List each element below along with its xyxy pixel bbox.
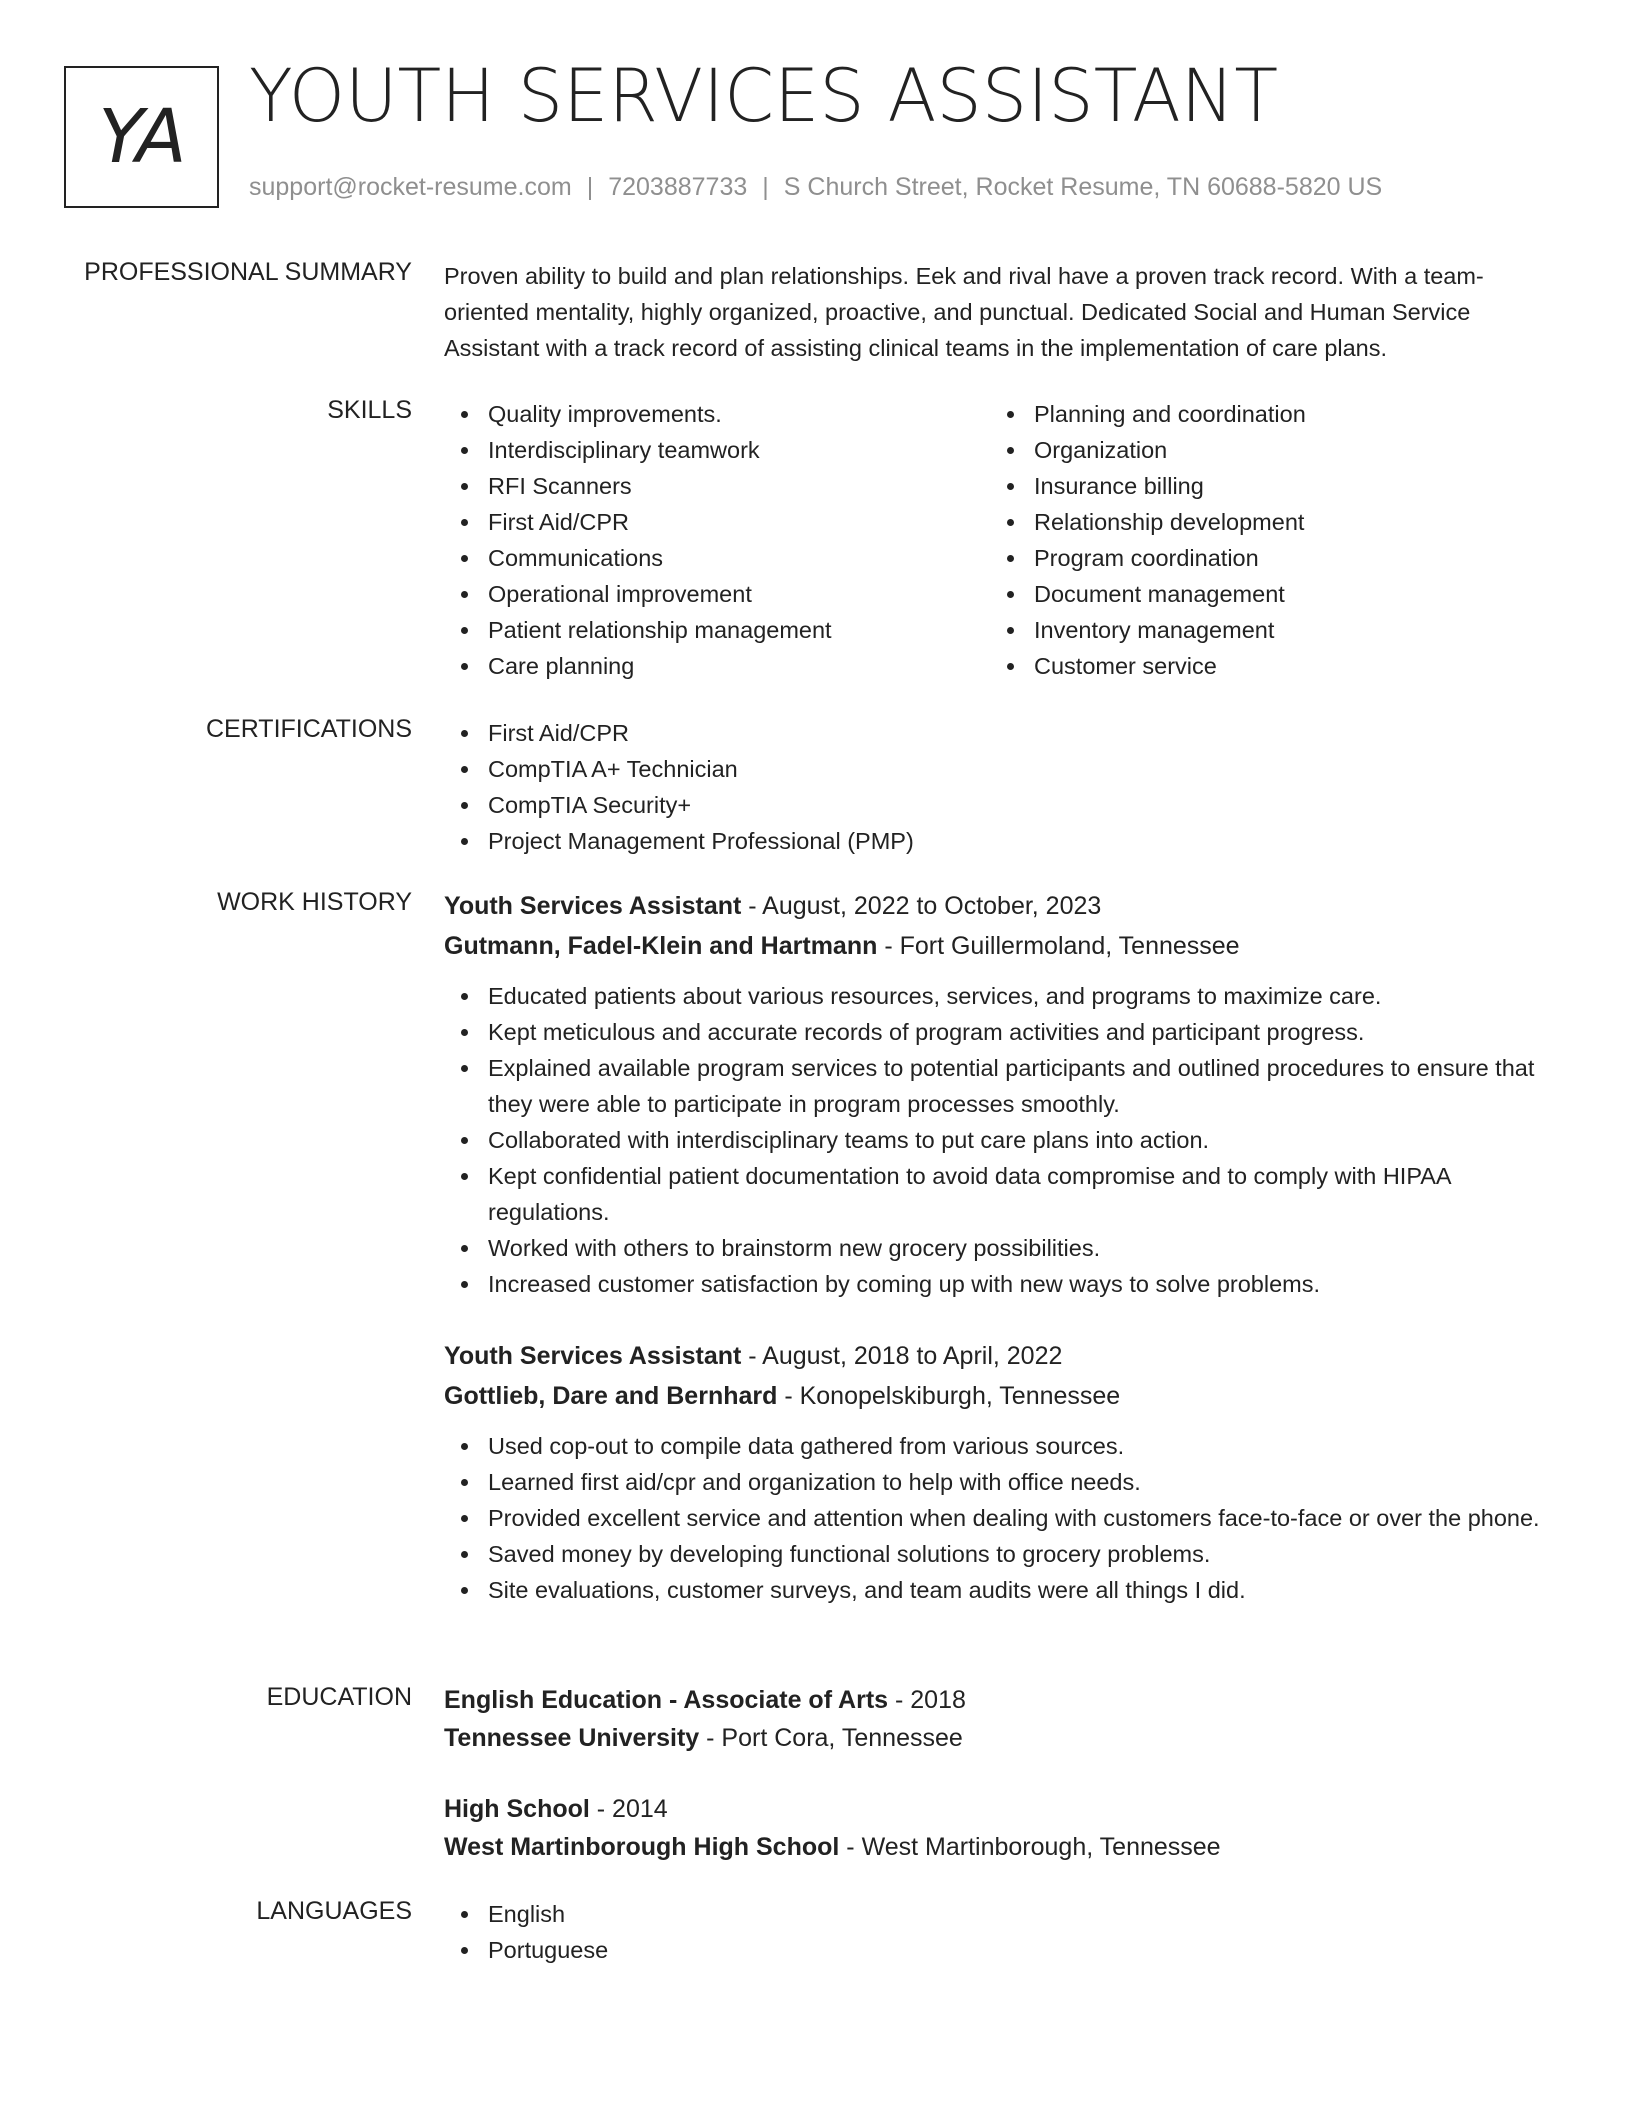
- skill-item: Document management: [990, 576, 1536, 612]
- skill-item: Customer service: [990, 648, 1536, 684]
- job-entry: [444, 886, 1554, 1302]
- education-location: - Port Cora, Tennessee: [699, 1724, 963, 1752]
- job-company-line: [444, 926, 1554, 966]
- skill-item: Quality improvements.: [444, 396, 990, 432]
- contact-line: [249, 173, 1382, 202]
- job-title: Youth Services Assistant: [444, 892, 742, 920]
- job-company-line: [444, 1376, 1554, 1416]
- section-label-education: EDUCATION: [266, 1683, 412, 1711]
- section-label-skills: SKILLS: [327, 396, 412, 424]
- skill-item: Insurance billing: [990, 468, 1536, 504]
- job-bullet: Explained available program services to potential participants and outlined procedures to ensure that they were able to participate in program processes smoothly.: [444, 1050, 1554, 1122]
- contact-separator: |: [762, 173, 769, 201]
- certification-item: Project Management Professional (PMP): [444, 823, 1554, 859]
- languages-list: [444, 1896, 1554, 1968]
- language-item: English: [444, 1896, 1554, 1932]
- education-school-line: [444, 1828, 1554, 1866]
- education-degree-line: [444, 1681, 1554, 1719]
- job-title: Youth Services Assistant: [444, 1342, 742, 1370]
- certifications-list: [444, 715, 1554, 859]
- certification-item: First Aid/CPR: [444, 715, 1554, 751]
- skills-list-left: [444, 396, 990, 684]
- job-location: - Fort Guillermoland, Tennessee: [877, 932, 1240, 960]
- job-dates: - August, 2022 to October, 2023: [741, 892, 1102, 920]
- contact-email: support@rocket-resume.com: [249, 173, 572, 201]
- certifications-content: [444, 715, 1554, 859]
- skill-item: Care planning: [444, 648, 990, 684]
- education-degree-line: [444, 1790, 1554, 1828]
- skill-item: Communications: [444, 540, 990, 576]
- skill-item: Inventory management: [990, 612, 1536, 648]
- skills-list-right: [990, 396, 1536, 684]
- job-bullets: [444, 1428, 1554, 1608]
- job-title-line: [444, 1336, 1554, 1376]
- contact-phone: 7203887733: [608, 173, 748, 201]
- skill-item: Interdisciplinary teamwork: [444, 432, 990, 468]
- contact-separator: |: [586, 173, 594, 201]
- page-title: YOUTH SERVICES ASSISTANT: [249, 54, 1279, 139]
- certification-item: CompTIA Security+: [444, 787, 1554, 823]
- languages-content: [444, 1896, 1554, 1968]
- job-title-line: [444, 886, 1554, 926]
- job-dates: - August, 2018 to April, 2022: [741, 1342, 1063, 1370]
- summary-text: Proven ability to build and plan relationships. Eek and rival have a proven track record. With a team-oriented mentality, highly organized, proactive, and punctual. Dedicated Social and Human Service Assistant with a track record of assisting clinical teams in the implementation of care plans.: [444, 263, 1484, 361]
- section-label-certifications: CERTIFICATIONS: [205, 715, 412, 743]
- education-degree: English Education - Associate of Arts: [444, 1686, 889, 1714]
- education-school-line: [444, 1719, 1554, 1757]
- section-label-work-history: WORK HISTORY: [217, 888, 412, 916]
- job-bullets: [444, 978, 1554, 1302]
- skill-item: RFI Scanners: [444, 468, 990, 504]
- education-year: - 2014: [589, 1795, 668, 1823]
- education-year: - 2018: [888, 1686, 966, 1714]
- skill-item: Patient relationship management: [444, 612, 990, 648]
- job-bullet: Used cop-out to compile data gathered from various sources.: [444, 1428, 1554, 1464]
- skill-item: First Aid/CPR: [444, 504, 990, 540]
- language-item: Portuguese: [444, 1932, 1554, 1968]
- education-school: Tennessee University: [444, 1724, 700, 1752]
- job-bullet: Worked with others to brainstorm new grocery possibilities.: [444, 1230, 1554, 1266]
- initials-monogram: YA: [64, 66, 219, 208]
- skill-item: Planning and coordination: [990, 396, 1536, 432]
- job-company: Gutmann, Fadel-Klein and Hartmann: [444, 932, 878, 960]
- education-location: - West Martinborough, Tennessee: [839, 1833, 1221, 1861]
- job-entry: [444, 1336, 1554, 1608]
- certification-item: CompTIA A+ Technician: [444, 751, 1554, 787]
- education-degree: High School: [444, 1795, 590, 1823]
- skill-item: Organization: [990, 432, 1536, 468]
- job-bullet: Kept meticulous and accurate records of program activities and participant progress.: [444, 1014, 1554, 1050]
- section-label-languages: LANGUAGES: [256, 1897, 412, 1925]
- job-bullet: Learned first aid/cpr and organization to help with office needs.: [444, 1464, 1554, 1500]
- skills-columns: [444, 396, 1554, 684]
- education-school: West Martinborough High School: [444, 1833, 840, 1861]
- job-bullet: Educated patients about various resources, services, and programs to maximize care.: [444, 978, 1554, 1014]
- education-entry: [444, 1681, 1554, 1757]
- skill-item: Relationship development: [990, 504, 1536, 540]
- job-bullet: Collaborated with interdisciplinary teams to put care plans into action.: [444, 1122, 1554, 1158]
- section-label-summary: PROFESSIONAL SUMMARY: [84, 258, 412, 286]
- job-bullet: Site evaluations, customer surveys, and team audits were all things I did.: [444, 1572, 1554, 1608]
- job-bullet: Provided excellent service and attention when dealing with customers face-to-face or over the phone.: [444, 1500, 1554, 1536]
- job-bullet: Saved money by developing functional solutions to grocery problems.: [444, 1536, 1554, 1572]
- contact-address: S Church Street, Rocket Resume, TN 60688-5820 US: [783, 173, 1383, 201]
- education-entry: [444, 1790, 1554, 1866]
- job-bullet: Increased customer satisfaction by coming up with new ways to solve problems.: [444, 1266, 1554, 1302]
- skill-item: Program coordination: [990, 540, 1536, 576]
- job-company: Gottlieb, Dare and Bernhard: [444, 1382, 778, 1410]
- job-bullet: Kept confidential patient documentation to avoid data compromise and to comply with HIPAA regulations.: [444, 1158, 1554, 1230]
- job-location: - Konopelskiburgh, Tennessee: [777, 1382, 1121, 1410]
- skill-item: Operational improvement: [444, 576, 990, 612]
